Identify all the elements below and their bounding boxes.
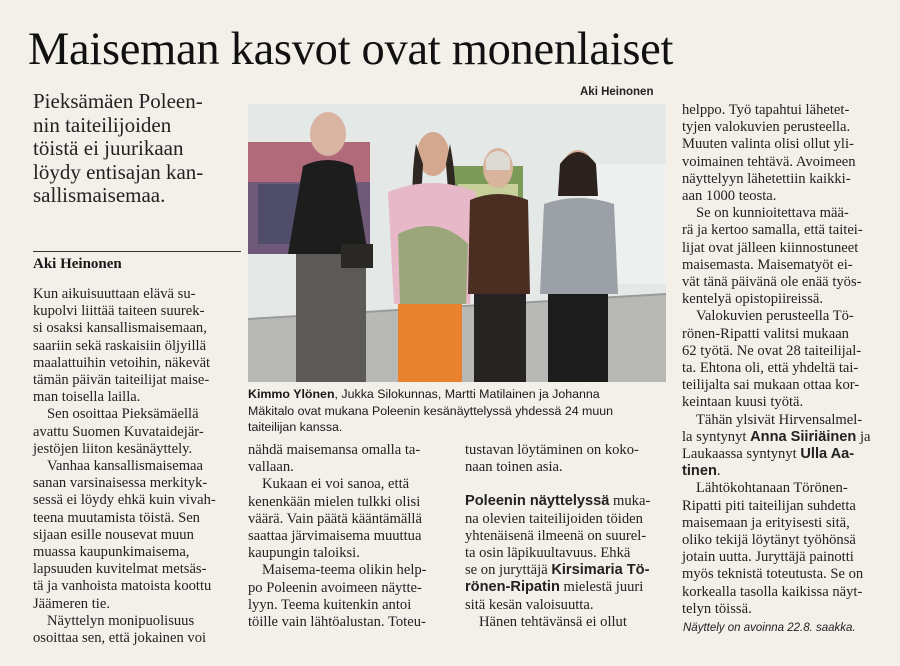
paragraph [248,476,458,562]
paragraph [33,406,245,458]
text-line: Hänen tehtävänsä ei ollut [479,613,627,630]
text-line: kentelyä opistopiireissä. [682,291,824,308]
article-photo [248,104,666,382]
paragraph [682,308,877,411]
text-line: teilijalta sai mukaan ottaa kor- [682,377,860,394]
paragraph [465,614,670,631]
text-line: Maisema-teema olikin help- [262,562,427,579]
lead-line: töistä ei juurikaan [33,136,184,161]
text-line: maalattuihin vetoihin, näkevät [33,354,211,371]
text-line: keintaan kuusi työtä. [682,394,804,411]
text-line: näyttelyyn lähetettiin kaikki- [682,170,851,187]
text-line: 62 työtä. Ne ovat 28 taiteilijal- [682,342,862,359]
text-line: saariin sekä raskaisiin öljyillä [33,337,207,354]
text-line: Se on kunnioitettava mää- [696,205,849,222]
text-line: töille vain lähtöalustan. Toteu- [248,614,426,631]
article-column-2 [248,442,458,631]
person-name: rönen-Ripatin [465,579,560,596]
photo-credit: Aki Heinonen [580,86,654,98]
text-line: la syntynyt [682,428,751,445]
text-line: muassa kaupunkimaisema, [33,544,190,561]
text-line: vallaan. [248,459,294,476]
byline-divider [33,251,241,252]
text-line: sitä kesän valoisuutta. [465,596,594,613]
paragraph [682,205,877,308]
person-name: Kirsimaria Tö- [551,562,650,579]
text-line: maisemasta. Maisematyöt ei- [682,256,853,273]
text-line: Lähtökohtanaan Törönen- [696,480,848,497]
paragraph [682,102,877,205]
text-line: saattaa järvimaisema muuttua [248,528,422,545]
text-line: voimainen tehtävä. Avoimeen [682,153,856,170]
text-line: Jäämeren tie. [33,595,110,612]
lead-paragraph [33,90,243,208]
text-line: Tähän ylsivät Hirvensalmel- [696,411,863,428]
text-line: muka- [609,493,651,510]
text-line: helppo. Työ tapahtui lähetet- [682,102,850,118]
person-name: Anna Siiriäinen [750,428,857,445]
text-line: Näyttelyn monipuolisuus [47,612,195,629]
text-line: Valokuvien perusteella Tö- [696,308,854,325]
paragraph [248,562,458,631]
text-line: yhtenäisenä ilmeenä on suurel- [465,527,647,544]
text-line: nähdä maisemansa omalla ta- [248,442,421,458]
text-line: tämän päivän taiteilijat maise- [33,372,210,389]
lead-line: sallismaisemaa. [33,183,166,208]
text-line: lijat ovat jälleen kiinnostuneet [682,239,859,256]
paragraph [33,613,245,647]
paragraph [248,442,458,476]
text-line: jestöjen liiton kesänäyttely. [33,440,193,457]
lead-line: Pieksämäen Poleen- [33,89,203,113]
lead-line: löydy entisajan kan- [33,159,204,184]
photo-caption [248,386,668,436]
article-column-1 [33,286,245,647]
caption-name: Kimmo Ylönen [248,387,335,401]
text-line: korkealla tasolla kaikissa näyt- [682,583,863,600]
text-line: Laukaassa syntynyt [682,446,801,463]
text-line: Vanhaa kansallismaisemaa [47,458,204,475]
text-line: kaupungin taloiksi. [248,545,360,562]
paragraph [682,412,877,481]
text-line: Muuten valinta olisi ollut yli- [682,136,854,153]
text-line: Kukaan ei voi sanoa, että [262,476,410,493]
text-line: sessä ei löydy ehkä kuin vivah- [33,492,216,509]
article-column-3 [465,442,670,631]
text-line: Kun aikuisuuttaan elävä su- [33,286,196,302]
article-column-4 [682,102,877,618]
text-line: sijaan esille nousevat muun [33,526,194,543]
text-line: oliko tekijä löytänyt työhönsä [682,532,856,549]
text-line: myös teknistä toteutusta. Se on [682,566,864,583]
paragraph [465,493,670,613]
text-line: väärä. Vain päätä kääntämällä [248,510,422,527]
text-line: kenenkään mielen tulkki olisi [248,493,421,510]
paragraph [465,442,670,476]
lead-line: nin taiteilijoiden [33,112,172,137]
text-line: rä ja kertoo samalla, että taitei- [682,222,863,239]
headline: Maiseman kasvot ovat monenlaiset [28,24,674,75]
text-line: kupolvi liittää taiteen suurek- [33,303,205,320]
text-line: ta. Ehtona oli, että yhdeltä tai- [682,360,859,377]
text-line: tustavan löytäminen on koko- [465,442,639,458]
text-line: se on juryttäjä [465,562,552,579]
byline: Aki Heinonen [33,256,122,272]
text-line: si osaksi kansallismaisemaan, [33,320,207,337]
text-line: man toisella lailla. [33,389,141,406]
text-line: mielestä juuri [559,579,644,596]
paragraph [682,480,877,618]
text-line: rönen-Ripatti valitsi mukaan [682,325,849,342]
text-line: aan 1000 teosta. [682,188,777,205]
text-line: sanan varsinaisessa merkityk- [33,475,208,492]
text-line: . [716,463,721,480]
gallery-photo-icon [248,104,666,382]
text-line: ta osin läpikuultavuus. Ehkä [465,545,631,562]
text-line: Ripatti piti taiteilijan suhdetta [682,497,856,514]
person-name: tinen [682,463,717,480]
caption-line: Mäkitalo ovat mukana Poleenin kesänäyttelyssä yhdessä 24 muun [248,403,614,418]
paragraph [33,286,245,406]
text-line: vät tänä päivänä ole enää työs- [682,274,862,291]
caption-text: , Jukka Silokunnas, Martti Matilainen ja Johanna [334,387,600,401]
text-line: teena muutamista töistä. Sen [33,509,200,526]
text-line: jotain uutta. Juryttäjä painotti [682,549,854,566]
text-line: tyjen valokuvien perusteella. [682,119,851,136]
person-name: Ulla Aa- [800,446,855,463]
text-line: telyn töissä. [682,600,752,617]
text-line: Sen osoittaa Pieksämäellä [47,406,199,423]
text-line: avattu Suomen Kuvataidejär- [33,423,204,440]
section-lead-bold: Poleenin näyttelyssä [465,493,610,510]
text-line: lapsuuden kuvitelmat metsäs- [33,561,207,578]
text-line: tä ja vanhoista matoista koottu [33,578,212,595]
text-line: maisemaan ja erityisesti sitä, [682,514,850,531]
caption-line: taiteilijan kanssa. [248,420,343,434]
text-line: po Poleenin avoimeen näytte- [248,579,422,596]
text-line: osoittaa sen, että jokainen voi [33,630,207,647]
text-line: naan toinen asia. [465,459,563,476]
text-line: lyyn. Teema kuitenkin antoi [248,596,412,613]
caption-line [248,386,668,403]
text-line: ja [856,428,871,445]
text-line: na olevien taiteilijoiden töiden [465,510,643,527]
paragraph [33,458,245,613]
exhibition-info: Näyttely on avoinna 22.8. saakka. [683,622,856,634]
